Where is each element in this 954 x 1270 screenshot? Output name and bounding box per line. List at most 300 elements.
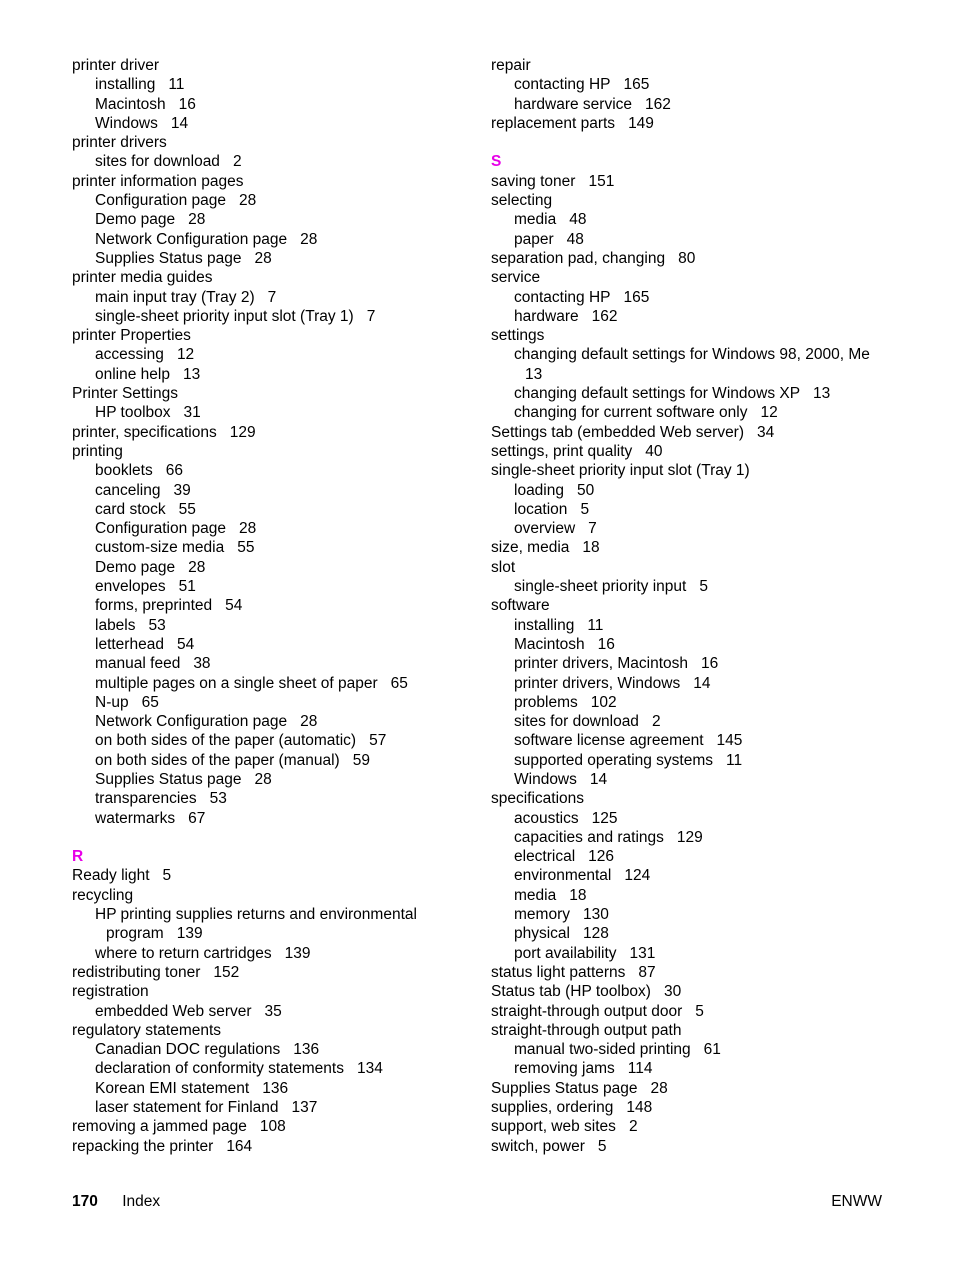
index-entry bbox=[491, 1117, 911, 1136]
entry-text: Demo page bbox=[95, 211, 176, 229]
page-reference: 136 bbox=[293, 1041, 320, 1059]
entry-text: problems bbox=[514, 693, 578, 711]
index-entry bbox=[72, 866, 472, 885]
index-entry bbox=[491, 1002, 911, 1021]
page-reference: 80 bbox=[678, 249, 696, 267]
entry-text: printer, specifications bbox=[72, 423, 217, 441]
index-column-left bbox=[72, 56, 472, 1156]
page-reference: 28 bbox=[300, 230, 318, 248]
entry-text: HP printing supplies returns and environmental bbox=[95, 906, 417, 924]
page-reference: 11 bbox=[168, 76, 185, 94]
entry-text: laser statement for Finland bbox=[95, 1099, 279, 1117]
entry-text: settings, print quality bbox=[491, 442, 633, 460]
entry-text: multiple pages on a single sheet of paper bbox=[95, 674, 378, 692]
entry-text: Demo page bbox=[95, 558, 176, 576]
entry-text: Windows bbox=[514, 770, 577, 788]
index-subentry bbox=[491, 847, 911, 866]
entry-text: Configuration page bbox=[95, 192, 226, 210]
entry-text: straight-through output path bbox=[491, 1021, 682, 1039]
entry-text: Network Configuration page bbox=[95, 713, 288, 731]
page-reference: 30 bbox=[663, 983, 682, 1001]
page-reference: 125 bbox=[591, 809, 618, 827]
entry-text: environmental bbox=[514, 867, 612, 885]
page-reference: 28 bbox=[650, 1079, 668, 1097]
entry-text: Supplies Status page bbox=[491, 1079, 638, 1097]
index-subentry bbox=[491, 924, 911, 943]
page-reference: 13 bbox=[525, 365, 543, 383]
entry-text: regulatory statements bbox=[72, 1021, 222, 1039]
entry-text: printer media guides bbox=[72, 269, 213, 287]
entry-text: printer drivers, Macintosh bbox=[514, 655, 689, 673]
entry-text: size, media bbox=[491, 539, 570, 557]
entry-text: Macintosh bbox=[95, 95, 166, 113]
entry-text: booklets bbox=[95, 462, 153, 480]
index-subentry bbox=[72, 809, 472, 828]
page-reference: 5 bbox=[597, 1137, 607, 1155]
entry-text: installing bbox=[95, 76, 156, 94]
page-reference: 102 bbox=[590, 693, 617, 711]
index-subentry bbox=[72, 481, 472, 500]
page-reference: 5 bbox=[699, 578, 708, 596]
index-entry bbox=[72, 442, 472, 461]
page-reference: 61 bbox=[703, 1041, 721, 1059]
entry-text: slot bbox=[491, 558, 516, 576]
index-subentry bbox=[491, 95, 911, 114]
entry-text: watermarks bbox=[95, 809, 176, 827]
index-subentry bbox=[491, 75, 911, 94]
entry-text: contacting HP bbox=[514, 76, 611, 94]
entry-text: letterhead bbox=[95, 635, 164, 653]
page-reference: 2 bbox=[651, 713, 661, 731]
entry-text: status light patterns bbox=[491, 963, 626, 981]
entry-text: acoustics bbox=[514, 809, 579, 827]
index-continuation bbox=[491, 365, 911, 384]
page-reference: 128 bbox=[583, 925, 609, 943]
entry-text: printer drivers bbox=[72, 134, 167, 152]
index-entry bbox=[491, 114, 911, 133]
index-subentry bbox=[491, 307, 911, 326]
page-reference: 87 bbox=[638, 963, 656, 981]
index-subentry bbox=[72, 654, 472, 673]
page-reference: 39 bbox=[173, 481, 191, 499]
entry-text: recycling bbox=[72, 886, 134, 904]
entry-text: physical bbox=[514, 925, 570, 943]
spacer bbox=[72, 828, 472, 847]
page-reference: 55 bbox=[237, 539, 255, 557]
page-reference: 14 bbox=[589, 770, 608, 788]
page-reference: 5 bbox=[695, 1002, 704, 1020]
index-subentry bbox=[491, 210, 911, 229]
entry-text: changing for current software only bbox=[514, 404, 748, 422]
index-subentry bbox=[72, 693, 472, 712]
entry-text: removing a jammed page bbox=[72, 1118, 247, 1136]
entry-text: software license agreement bbox=[514, 732, 704, 750]
entry-text: settings bbox=[491, 327, 545, 345]
index-entry bbox=[491, 56, 911, 75]
index-subentry bbox=[491, 770, 911, 789]
page-reference: 136 bbox=[262, 1079, 289, 1097]
page-reference: 139 bbox=[284, 944, 311, 962]
page-reference: 7 bbox=[588, 520, 597, 538]
entry-text: online help bbox=[95, 365, 170, 383]
index-subentry bbox=[491, 577, 911, 596]
page-reference: 16 bbox=[701, 655, 719, 673]
index-entry bbox=[491, 172, 911, 191]
page-reference: 162 bbox=[645, 95, 671, 113]
index-subentry bbox=[72, 635, 472, 654]
entry-text: media bbox=[514, 886, 557, 904]
index-entry bbox=[491, 963, 911, 982]
entry-text: program bbox=[106, 925, 164, 943]
page-reference: 11 bbox=[587, 616, 604, 634]
page-reference: 137 bbox=[291, 1099, 318, 1117]
entry-text: manual feed bbox=[95, 655, 181, 673]
entry-text: single-sheet priority input slot (Tray 1) bbox=[95, 307, 354, 325]
index-subentry bbox=[491, 403, 911, 422]
entry-text: Printer Settings bbox=[72, 385, 178, 403]
page-reference: 108 bbox=[259, 1118, 286, 1136]
entry-text: N-up bbox=[95, 693, 129, 711]
index-subentry bbox=[72, 596, 472, 615]
index-subentry bbox=[491, 905, 911, 924]
page-reference: 57 bbox=[369, 732, 387, 750]
page-reference: 34 bbox=[757, 423, 775, 441]
index-subentry bbox=[491, 288, 911, 307]
index-subentry bbox=[72, 751, 472, 770]
index-subentry bbox=[72, 365, 472, 384]
page-reference: 28 bbox=[254, 249, 272, 267]
page-reference: 54 bbox=[176, 635, 195, 653]
index-entry bbox=[491, 268, 911, 287]
entry-text: transparencies bbox=[95, 790, 197, 808]
entry-text: Ready light bbox=[72, 867, 150, 885]
entry-text: port availability bbox=[514, 944, 617, 962]
page-reference: 13 bbox=[813, 385, 831, 403]
entry-text: single-sheet priority input bbox=[514, 578, 687, 596]
index-continuation bbox=[72, 924, 472, 943]
entry-text: contacting HP bbox=[514, 288, 611, 306]
index-entry bbox=[72, 172, 472, 191]
index-subentry bbox=[491, 635, 911, 654]
page-reference: 5 bbox=[580, 500, 590, 518]
entry-text: custom-size media bbox=[95, 539, 225, 557]
index-entry bbox=[491, 442, 911, 461]
index-entry bbox=[72, 384, 472, 403]
page-reference: 48 bbox=[566, 230, 584, 248]
entry-text: supplies, ordering bbox=[491, 1099, 614, 1117]
index-entry bbox=[491, 1079, 911, 1098]
index-entry bbox=[72, 1117, 472, 1136]
page-reference: 38 bbox=[193, 655, 211, 673]
entry-text: Korean EMI statement bbox=[95, 1079, 250, 1097]
page-reference: 139 bbox=[176, 925, 203, 943]
page-reference: 12 bbox=[760, 404, 778, 422]
entry-text: loading bbox=[514, 481, 564, 499]
page-reference: 65 bbox=[390, 674, 408, 692]
index-subentry bbox=[491, 230, 911, 249]
page-reference: 13 bbox=[182, 365, 201, 383]
page-reference: 11 bbox=[726, 751, 743, 769]
entry-text: embedded Web server bbox=[95, 1002, 252, 1020]
entry-text: printer information pages bbox=[72, 172, 244, 190]
page-reference: 28 bbox=[239, 520, 257, 538]
index-subentry bbox=[72, 345, 472, 364]
index-entry bbox=[491, 558, 911, 577]
index-subentry bbox=[72, 461, 472, 480]
page-reference: 50 bbox=[577, 481, 595, 499]
index-subentry bbox=[491, 712, 911, 731]
entry-text: canceling bbox=[95, 481, 161, 499]
spacer bbox=[491, 133, 911, 152]
index-subentry bbox=[72, 1059, 472, 1078]
index-entry bbox=[491, 326, 911, 345]
entry-text: installing bbox=[514, 616, 575, 634]
page-reference: 165 bbox=[623, 288, 650, 306]
entry-text: supported operating systems bbox=[514, 751, 714, 769]
entry-text: Macintosh bbox=[514, 635, 585, 653]
page-reference: 18 bbox=[582, 539, 600, 557]
page-reference: 14 bbox=[170, 114, 189, 132]
page-reference: 162 bbox=[591, 307, 618, 325]
entry-text: printer drivers, Windows bbox=[514, 674, 681, 692]
index-entry bbox=[491, 191, 911, 210]
index-subentry bbox=[72, 616, 472, 635]
page-reference: 12 bbox=[176, 346, 195, 364]
entry-text: forms, preprinted bbox=[95, 597, 213, 615]
page-reference: 55 bbox=[178, 500, 196, 518]
entry-text: single-sheet priority input slot (Tray 1) bbox=[491, 462, 750, 480]
page-reference: 51 bbox=[178, 578, 196, 596]
index-subentry bbox=[72, 538, 472, 557]
index-subentry bbox=[72, 288, 472, 307]
page-reference: 59 bbox=[352, 751, 370, 769]
index-subentry bbox=[491, 1040, 911, 1059]
entry-text: changing default settings for Windows XP bbox=[514, 385, 801, 403]
entry-text: Windows bbox=[95, 114, 158, 132]
index-subentry bbox=[491, 345, 911, 364]
entry-text: envelopes bbox=[95, 578, 166, 596]
page-reference: 67 bbox=[188, 809, 206, 827]
page-reference: 2 bbox=[628, 1118, 638, 1136]
entry-text: software bbox=[491, 597, 550, 615]
index-subentry bbox=[491, 1059, 911, 1078]
index-subentry bbox=[491, 674, 911, 693]
index-subentry bbox=[72, 191, 472, 210]
index-entry bbox=[72, 326, 472, 345]
index-subentry bbox=[72, 403, 472, 422]
index-letter-heading: R bbox=[72, 848, 84, 866]
index-subentry bbox=[491, 654, 911, 673]
page-reference: 28 bbox=[188, 211, 206, 229]
entry-text: capacities and ratings bbox=[514, 828, 664, 846]
page-reference: 165 bbox=[623, 76, 650, 94]
index-entry bbox=[72, 1137, 472, 1156]
entry-text: repacking the printer bbox=[72, 1137, 214, 1155]
index-subentry bbox=[491, 751, 911, 770]
index-subentry bbox=[72, 1098, 472, 1117]
index-column-right bbox=[491, 56, 911, 1156]
index-subentry bbox=[491, 866, 911, 885]
index-subentry bbox=[72, 95, 472, 114]
page-reference: 152 bbox=[213, 963, 240, 981]
index-entry bbox=[491, 1021, 911, 1040]
entry-text: HP toolbox bbox=[95, 404, 171, 422]
index-subentry bbox=[72, 731, 472, 750]
entry-text: saving toner bbox=[491, 172, 576, 190]
index-entry bbox=[72, 268, 472, 287]
index-subentry bbox=[72, 944, 472, 963]
entry-text: printer driver bbox=[72, 57, 159, 74]
page-reference: 130 bbox=[582, 906, 609, 924]
entry-text: location bbox=[514, 500, 568, 518]
entry-text: changing default settings for Windows 98, 2000, Me bbox=[514, 346, 870, 364]
index-subentry bbox=[491, 886, 911, 905]
index-entry bbox=[72, 963, 472, 982]
index-subentry bbox=[491, 828, 911, 847]
page-reference: 18 bbox=[569, 886, 587, 904]
index-entry bbox=[491, 596, 911, 615]
entry-text: removing jams bbox=[514, 1060, 615, 1078]
index-subentry bbox=[72, 210, 472, 229]
entry-text: registration bbox=[72, 983, 149, 1001]
entry-text: Supplies Status page bbox=[95, 770, 242, 788]
index-entry bbox=[491, 423, 911, 442]
index-entry bbox=[72, 56, 472, 75]
page-footer bbox=[72, 1192, 882, 1212]
page-reference: 134 bbox=[356, 1060, 383, 1078]
entry-text: manual two-sided printing bbox=[514, 1041, 691, 1059]
footer-right-text: ENWW bbox=[831, 1193, 882, 1210]
section-name: Index bbox=[122, 1193, 161, 1210]
page-reference: 14 bbox=[693, 674, 711, 692]
index-entry bbox=[491, 461, 911, 480]
index-subentry bbox=[72, 577, 472, 596]
index-subentry bbox=[72, 712, 472, 731]
page-reference: 129 bbox=[229, 423, 256, 441]
entry-text: declaration of conformity statements bbox=[95, 1060, 344, 1078]
index-entry bbox=[72, 133, 472, 152]
page-reference: 149 bbox=[628, 114, 654, 132]
page-reference: 5 bbox=[162, 867, 172, 885]
page-reference: 16 bbox=[178, 95, 196, 113]
entry-text: replacement parts bbox=[491, 114, 616, 132]
entry-text: redistributing toner bbox=[72, 963, 201, 981]
page-reference: 40 bbox=[645, 442, 663, 460]
page-reference: 65 bbox=[141, 693, 159, 711]
page-reference: 28 bbox=[254, 770, 272, 788]
entry-text: Settings tab (embedded Web server) bbox=[491, 423, 745, 441]
index-entry bbox=[72, 1021, 472, 1040]
index-entry bbox=[491, 249, 911, 268]
entry-text: card stock bbox=[95, 500, 166, 518]
page-reference: 28 bbox=[300, 713, 318, 731]
entry-text: sites for download bbox=[95, 153, 220, 171]
entry-text: on both sides of the paper (automatic) bbox=[95, 732, 357, 750]
index-entry bbox=[72, 423, 472, 442]
entry-text: switch, power bbox=[491, 1137, 585, 1155]
entry-text: paper bbox=[514, 230, 554, 248]
entry-text: hardware bbox=[514, 307, 579, 325]
page-reference: 114 bbox=[627, 1060, 653, 1078]
entry-text: repair bbox=[491, 57, 531, 74]
entry-text: electrical bbox=[514, 848, 576, 866]
index-subentry bbox=[72, 114, 472, 133]
index-subentry bbox=[72, 789, 472, 808]
page-reference: 16 bbox=[597, 635, 615, 653]
entry-text: Supplies Status page bbox=[95, 249, 242, 267]
index-subentry bbox=[72, 674, 472, 693]
entry-text: support, web sites bbox=[491, 1118, 616, 1136]
page-reference: 129 bbox=[676, 828, 703, 846]
page-reference: 28 bbox=[239, 192, 257, 210]
entry-text: printer Properties bbox=[72, 327, 191, 345]
page-reference: 35 bbox=[264, 1002, 282, 1020]
entry-text: media bbox=[514, 211, 557, 229]
page-reference: 53 bbox=[148, 616, 166, 634]
page-reference: 2 bbox=[232, 153, 242, 171]
entry-text: printing bbox=[72, 442, 123, 460]
index-subentry bbox=[491, 944, 911, 963]
entry-text: straight-through output door bbox=[491, 1002, 683, 1020]
index-entry bbox=[72, 886, 472, 905]
index-subentry bbox=[491, 384, 911, 403]
index-subentry bbox=[491, 809, 911, 828]
index-subentry bbox=[72, 905, 472, 924]
page-reference: 66 bbox=[165, 462, 183, 480]
entry-text: Configuration page bbox=[95, 520, 226, 538]
entry-text: on both sides of the paper (manual) bbox=[95, 751, 340, 769]
entry-text: hardware service bbox=[514, 95, 633, 113]
index-subentry bbox=[491, 693, 911, 712]
page-reference: 31 bbox=[183, 404, 201, 422]
index-subentry bbox=[491, 500, 911, 519]
index-subentry bbox=[72, 1040, 472, 1059]
index-subentry bbox=[491, 519, 911, 538]
index-subentry bbox=[72, 500, 472, 519]
index-subentry bbox=[72, 307, 472, 326]
index-subentry bbox=[72, 1079, 472, 1098]
entry-text: sites for download bbox=[514, 713, 639, 731]
page-reference: 7 bbox=[366, 307, 376, 325]
index-entry bbox=[491, 1137, 911, 1156]
index-subentry bbox=[491, 616, 911, 635]
index-entry bbox=[491, 538, 911, 557]
index-subentry bbox=[491, 731, 911, 750]
index-subentry bbox=[72, 152, 472, 171]
index-letter-heading: S bbox=[491, 153, 502, 171]
page-number: 170 bbox=[72, 1193, 98, 1210]
page-reference: 54 bbox=[225, 597, 243, 615]
entry-text: labels bbox=[95, 616, 136, 634]
page-reference: 48 bbox=[569, 211, 587, 229]
index-subentry bbox=[72, 770, 472, 789]
entry-text: service bbox=[491, 269, 541, 287]
index-subentry bbox=[72, 75, 472, 94]
entry-text: specifications bbox=[491, 790, 585, 808]
entry-text: selecting bbox=[491, 192, 553, 210]
entry-text: separation pad, changing bbox=[491, 249, 666, 267]
entry-text: Network Configuration page bbox=[95, 230, 288, 248]
page-reference: 7 bbox=[267, 288, 277, 306]
index-subentry bbox=[72, 558, 472, 577]
page-reference: 145 bbox=[716, 732, 743, 750]
index-subentry bbox=[72, 230, 472, 249]
entry-text: where to return cartridges bbox=[95, 944, 272, 962]
page-reference: 124 bbox=[624, 867, 651, 885]
entry-text: main input tray (Tray 2) bbox=[95, 288, 255, 306]
entry-text: accessing bbox=[95, 346, 164, 364]
page-reference: 148 bbox=[626, 1099, 653, 1117]
